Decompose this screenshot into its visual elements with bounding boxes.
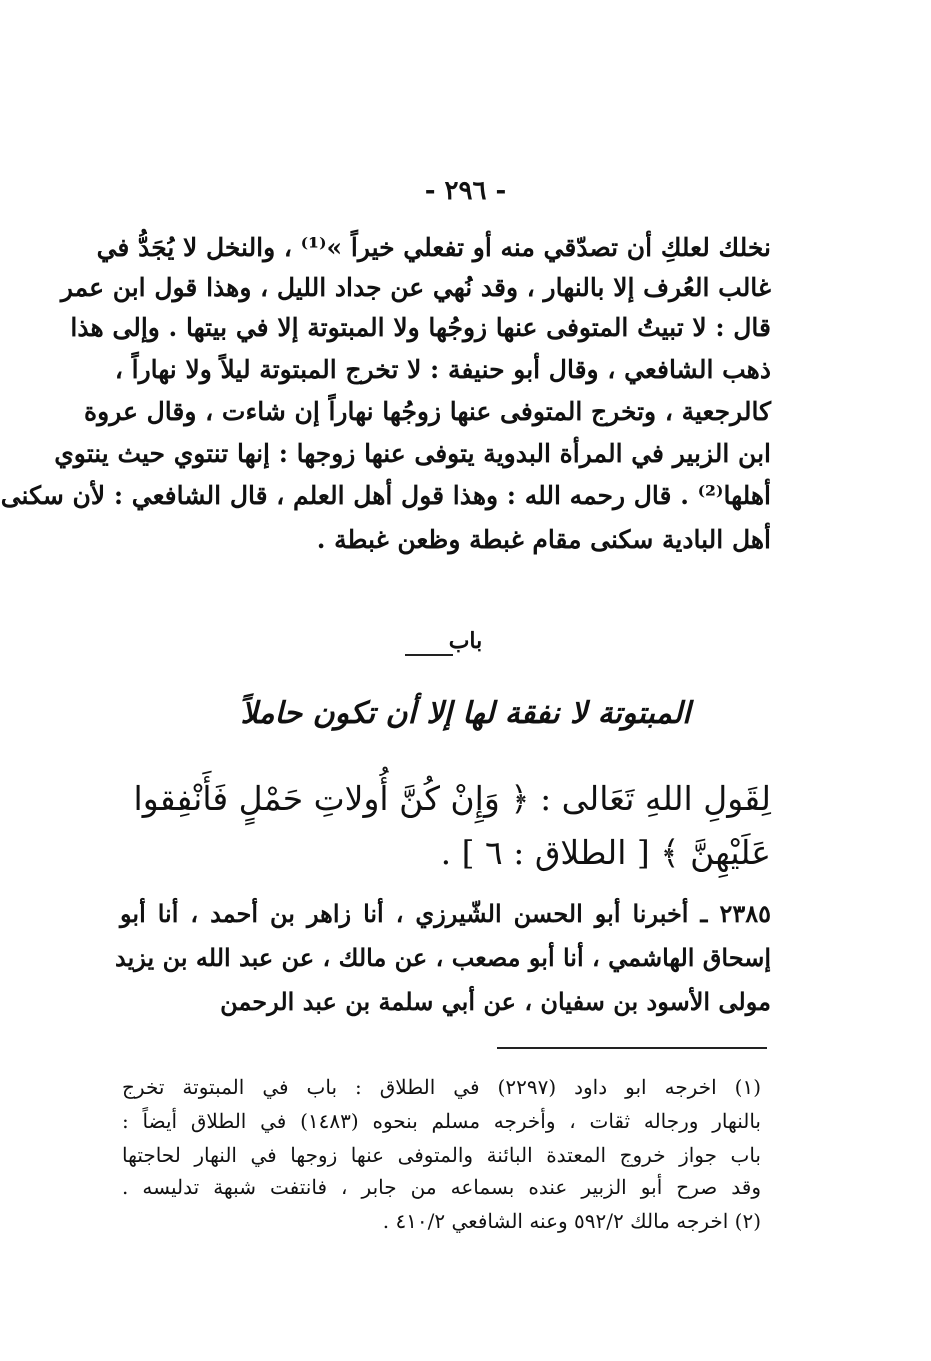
chapter-title: المبتوتة لا نفقة لها إلا أن تكون حاملاً — [240, 696, 691, 731]
section-label: باب — [448, 628, 483, 654]
hadith-line-3: مولى الأسود بن سفيان ، عن أبي سلمة بن عبد الرحمن — [220, 987, 771, 1016]
body-line-5: كالرجعية ، وتخرج المتوفى عنها زوجُها نهاراً إن شاءت ، وقال عروة — [84, 397, 771, 426]
footnote-line-1: (١) اخرجه ابو داود (٢٢٩٧) في الطلاق : باب في المبتوتة تخرج — [122, 1075, 762, 1099]
quran-verse-line-1: لِقَولِ اللهِ تَعَالى : ﴿ وَإِنْ كُنَّ أُولاتِ حَمْلٍ فَأَنْفِقوا — [133, 779, 771, 818]
body-line-1: نخلك لعلكِ أن تصدّقي منه أو تفعلي خيراً »⁽¹⁾ ، والنخل لا يُجَدُّ في — [96, 233, 771, 262]
page-number: - ٢٩٦ - — [424, 176, 507, 206]
footnote-line-5: (٢) اخرجه مالك ٥٩٢/٢ وعنه الشافعي ٤١٠/٢ . — [382, 1209, 761, 1233]
quran-verse-line-2: عَلَيْهِنَّ ﴾ [ الطلاق : ٦ ] . — [440, 833, 771, 872]
footnote-separator — [497, 1047, 767, 1049]
body-line-3: قال : لا تبيتُ المتوفى عنها زوجُها ولا المبتوتة إلا في بيتها . وإلى هذا — [70, 313, 771, 342]
body-line-6: ابن الزبير في المرأة البدوية يتوفى عنها زوجها : إنها تنتوي حيث ينتوي — [54, 439, 771, 468]
section-label-underline — [405, 654, 453, 656]
hadith-line-1: ٢٣٨٥ ـ أخبرنا أبو الحسن الشّيرزي ، أنا زاهر بن أحمد ، أنا أبو — [120, 899, 771, 928]
body-line-7: أهلها⁽²⁾ . قال رحمه الله : وهذا قول أهل العلم ، قال الشافعي : لأن سكنى — [0, 481, 771, 510]
body-line-8: أهل البادية سكنى مقام غبطة وظعن غبطة . — [316, 525, 771, 554]
hadith-line-2: إسحاق الهاشمي ، أنا أبو مصعب ، عن مالك ، عن عبد الله بن يزيد — [115, 943, 771, 972]
footnote-line-2: بالنهار ورجاله ثقات ، وأخرجه مسلم بنحوه (١٤٨٣) في الطلاق أيضاً : — [122, 1109, 761, 1133]
footnote-line-3: باب جواز خروج المعتدة البائنة والمتوفى عنها زوجها في النهار لحاجتها — [122, 1143, 761, 1167]
body-line-4: ذهب الشافعي ، وقال أبو حنيفة : لا تخرج المبتوتة ليلاً ولا نهاراً ، — [114, 355, 771, 384]
body-line-2: غالب العُرف إلا بالنهار ، وقد نُهي عن جداد الليل ، وهذا قول ابن عمر — [60, 273, 771, 302]
footnote-line-4: وقد صرح أبو الزبير عنده بسماعه من جابر ، فانتفت شبهة تدليسه . — [122, 1175, 761, 1199]
